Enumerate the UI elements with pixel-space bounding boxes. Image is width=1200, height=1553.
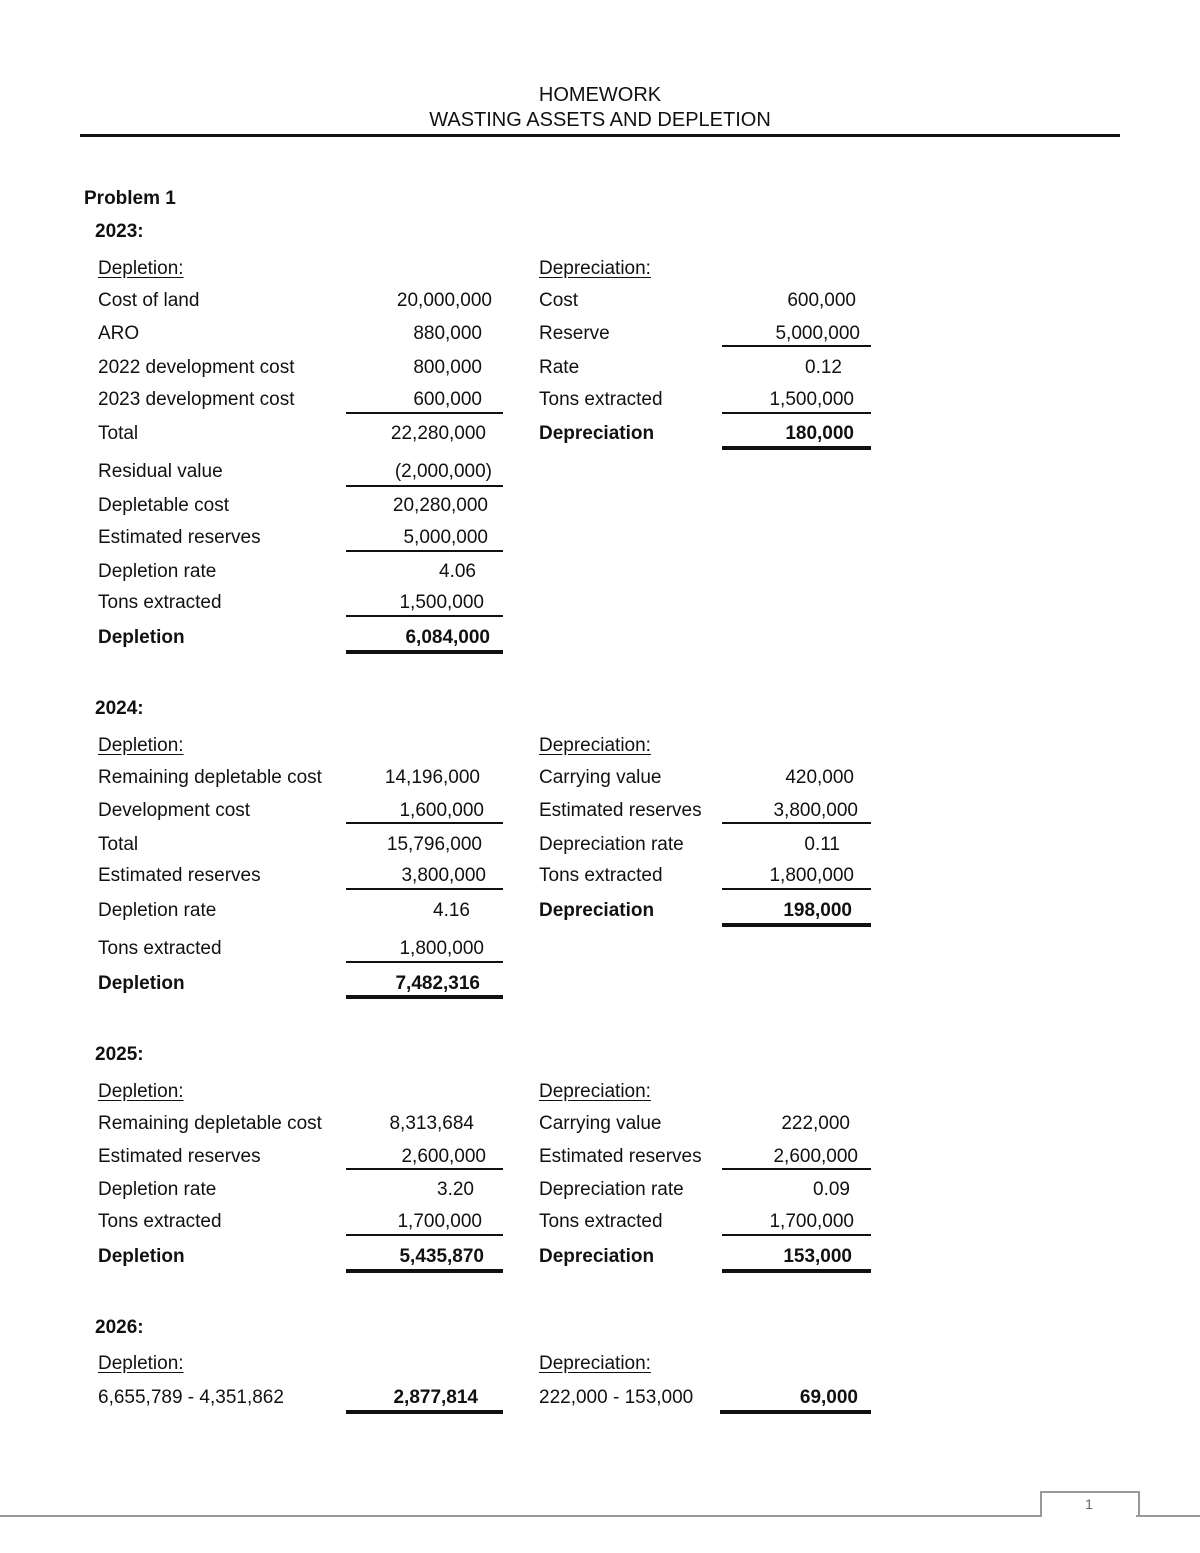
depreciation-2025-value-rate: 0.09 [813, 1179, 850, 1200]
depreciation-2024-label-carrying: Carrying value [539, 767, 662, 788]
depletion-2025-value-reserves: 2,600,000 [401, 1146, 486, 1167]
depletion-2025-value-tons: 1,700,000 [397, 1211, 482, 1232]
depletion-2025-label-tons: Tons extracted [98, 1211, 222, 1232]
depreciation-2023-label-result: Depreciation [539, 423, 655, 444]
depletion-2023-value-2023-dev: 600,000 [413, 389, 482, 410]
underline [346, 550, 503, 552]
double-underline [722, 446, 871, 450]
depletion-2023-label-2023-dev: 2023 development cost [98, 389, 295, 410]
footer-rule-right [1136, 1515, 1200, 1517]
depreciation-2026-calc: 222,000 - 153,000 [539, 1387, 694, 1408]
depletion-2024-value-tons: 1,800,000 [399, 938, 484, 959]
double-underline [346, 650, 503, 654]
underline [346, 485, 503, 487]
depletion-2023-label-cost-of-land: Cost of land [98, 290, 200, 311]
depletion-2025-label-rate: Depletion rate [98, 1179, 217, 1200]
header-rule [80, 134, 1120, 137]
depreciation-2023-value-tons: 1,500,000 [769, 389, 854, 410]
depletion-2024-value-reserves: 3,800,000 [401, 865, 486, 886]
depletion-2023-value-aro: 880,000 [413, 323, 482, 344]
double-underline [722, 923, 871, 927]
double-underline [720, 1410, 871, 1414]
depreciation-2025-value-reserves: 2,600,000 [773, 1146, 858, 1167]
depreciation-2024-label-rate: Depreciation rate [539, 834, 684, 855]
depletion-2023-value-reserves: 5,000,000 [403, 527, 488, 548]
depletion-2024-label-total: Total [98, 834, 139, 855]
underline [722, 888, 871, 890]
depreciation-2025-label-carrying: Carrying value [539, 1113, 662, 1134]
underline [722, 822, 871, 824]
depletion-2023-label-result: Depletion [98, 627, 185, 648]
underline [346, 1168, 503, 1170]
depletion-2023-label-aro: ARO [98, 323, 140, 344]
depletion-2023-value-rate: 4.06 [439, 561, 476, 582]
year-2025-label: 2025: [95, 1044, 144, 1065]
year-2023-label: 2023: [95, 221, 144, 242]
depletion-2025-label-result: Depletion [98, 1246, 185, 1267]
depreciation-2024-value-result: 198,000 [783, 900, 852, 921]
depletion-2023-value-residual: (2,000,000) [394, 461, 492, 482]
depletion-2024-label-tons: Tons extracted [98, 938, 222, 959]
underline [346, 888, 503, 890]
double-underline [346, 1410, 503, 1414]
page-number: 1 [1085, 1496, 1093, 1512]
double-underline [346, 995, 503, 999]
depreciation-2024-label-result: Depreciation [539, 900, 655, 921]
depletion-2025-value-rate: 3.20 [437, 1179, 474, 1200]
document-subtitle: WASTING ASSETS AND DEPLETION [429, 109, 771, 131]
depletion-2023-label-2022-dev: 2022 development cost [98, 357, 295, 378]
depletion-2025-value-remaining: 8,313,684 [389, 1113, 474, 1134]
depreciation-2024-heading: Depreciation: [539, 735, 651, 756]
depletion-2023-label-residual: Residual value [98, 461, 223, 482]
depreciation-2024-label-tons: Tons extracted [539, 865, 663, 886]
underline [722, 412, 871, 414]
depletion-2024-label-result: Depletion [98, 973, 185, 994]
document-title: HOMEWORK [538, 84, 662, 106]
depletion-2025-label-remaining: Remaining depletable cost [98, 1113, 322, 1134]
underline [722, 345, 871, 347]
depletion-2024-label-remaining: Remaining depletable cost [98, 767, 322, 788]
depletion-2025-label-reserves: Estimated reserves [98, 1146, 261, 1167]
depreciation-2025-value-result: 153,000 [783, 1246, 852, 1267]
depletion-2023-label-total: Total [98, 423, 139, 444]
underline [346, 961, 503, 963]
depletion-2026-calc: 6,655,789 - 4,351,862 [98, 1387, 284, 1408]
depreciation-2024-value-reserves: 3,800,000 [773, 800, 858, 821]
depreciation-2023-value-reserve: 5,000,000 [775, 323, 860, 344]
depreciation-2023-label-reserve: Reserve [539, 323, 610, 344]
depletion-2023-value-cost-of-land: 20,000,000 [396, 290, 492, 311]
depletion-2023-value-2022-dev: 800,000 [413, 357, 482, 378]
depletion-2024-value-development: 1,600,000 [399, 800, 484, 821]
depreciation-2025-value-tons: 1,700,000 [769, 1211, 854, 1232]
depreciation-2025-label-reserves: Estimated reserves [539, 1146, 702, 1167]
underline [722, 1234, 871, 1236]
depreciation-2026-heading: Depreciation: [539, 1353, 651, 1374]
depreciation-2023-label-cost: Cost [539, 290, 579, 311]
depreciation-2026-result: 69,000 [799, 1387, 858, 1408]
depletion-2023-label-depletable: Depletable cost [98, 495, 229, 516]
depletion-2024-value-result: 7,482,316 [395, 973, 480, 994]
double-underline [722, 1269, 871, 1273]
year-2024-label: 2024: [95, 698, 144, 719]
underline [722, 1168, 871, 1170]
year-2026-label: 2026: [95, 1317, 144, 1338]
underline [346, 615, 503, 617]
underline [346, 412, 503, 414]
depletion-2025-heading: Depletion: [98, 1081, 184, 1102]
depreciation-2023-value-result: 180,000 [785, 423, 854, 444]
depletion-2025-value-result: 5,435,870 [399, 1246, 484, 1267]
depletion-2023-value-total: 22,280,000 [390, 423, 486, 444]
depletion-2023-value-result: 6,084,000 [405, 627, 490, 648]
depletion-2023-value-depletable: 20,280,000 [392, 495, 488, 516]
depletion-2023-label-tons: Tons extracted [98, 592, 222, 613]
underline [346, 822, 503, 824]
depletion-2024-heading: Depletion: [98, 735, 184, 756]
depletion-2023-label-reserves: Estimated reserves [98, 527, 261, 548]
double-underline [346, 1269, 503, 1273]
depreciation-2024-value-rate: 0.11 [804, 834, 840, 855]
depreciation-2024-value-tons: 1,800,000 [769, 865, 854, 886]
depletion-2024-value-total: 15,796,000 [386, 834, 482, 855]
depletion-2023-label-rate: Depletion rate [98, 561, 217, 582]
depletion-2026-result: 2,877,814 [393, 1387, 478, 1408]
depreciation-2024-label-reserves: Estimated reserves [539, 800, 702, 821]
depletion-2024-label-rate: Depletion rate [98, 900, 217, 921]
depreciation-2023-label-rate: Rate [539, 357, 580, 378]
depreciation-2023-label-tons: Tons extracted [539, 389, 663, 410]
depreciation-2023-value-rate: 0.12 [805, 357, 842, 378]
depletion-2024-value-rate: 4.16 [433, 900, 470, 921]
depreciation-2023-heading: Depreciation: [539, 258, 651, 279]
depreciation-2025-label-tons: Tons extracted [539, 1211, 663, 1232]
depreciation-2025-heading: Depreciation: [539, 1081, 651, 1102]
depreciation-2023-value-cost: 600,000 [787, 290, 856, 311]
depletion-2024-label-reserves: Estimated reserves [98, 865, 261, 886]
depletion-2023-value-tons: 1,500,000 [399, 592, 484, 613]
depreciation-2025-label-rate: Depreciation rate [539, 1179, 684, 1200]
depletion-2024-value-remaining: 14,196,000 [384, 767, 480, 788]
depreciation-2024-value-carrying: 420,000 [785, 767, 854, 788]
underline [346, 1234, 503, 1236]
depletion-2023-heading: Depletion: [98, 258, 184, 279]
depletion-2026-heading: Depletion: [98, 1353, 184, 1374]
depletion-2024-label-development: Development cost [98, 800, 251, 821]
footer-rule-left [0, 1515, 1042, 1517]
depreciation-2025-value-carrying: 222,000 [781, 1113, 850, 1134]
problem-title: Problem 1 [84, 188, 176, 209]
depreciation-2025-label-result: Depreciation [539, 1246, 655, 1267]
